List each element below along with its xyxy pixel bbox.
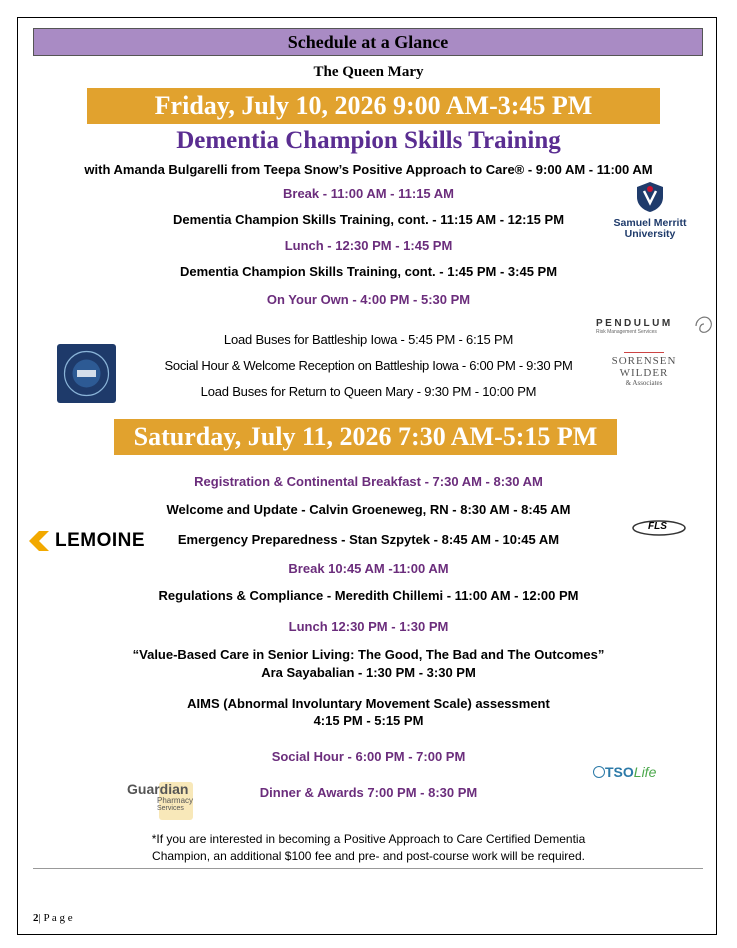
page-number: 2| P a g e [33,912,73,924]
footnote-line-2: Champion, an additional $100 fee and pre- and post-course work will be required. [152,849,585,863]
samuel-merritt-logo: Samuel Merritt University [608,181,692,243]
saturday-item-12: Dinner & Awards 7:00 PM - 8:30 PM [259,785,478,800]
saturday-item-1: Registration & Continental Breakfast - 7:30 AM - 8:30 AM [194,474,543,489]
saturday-item-4: Break 10:45 AM -11:00 AM [288,561,449,576]
skilled-physicians-group-logo [57,344,116,403]
saturday-item-8: Ara Sayabalian - 1:30 PM - 3:30 PM [261,665,476,680]
friday-item-9: Load Buses for Return to Queen Mary - 9:30 PM - 10:00 PM [200,384,537,399]
friday-item-2: Break - 11:00 AM - 11:15 AM [283,186,454,201]
friday-item-7: Load Buses for Battleship Iowa - 5:45 PM - 6:15 PM [223,332,514,347]
saturday-item-3: Emergency Preparedness - Stan Szpytek - 8:45 AM - 10:45 AM [177,532,560,547]
schedule-title: Schedule at a Glance [287,31,449,52]
pendulum-swirl-icon [692,312,714,340]
saturday-item-10: 4:15 PM - 5:15 PM [313,713,424,728]
pendulum-logo: PENDULUM Risk Management Services [596,312,718,346]
friday-heading: Dementia Champion Skills Training [176,127,561,154]
friday-item-8: Social Hour & Welcome Reception on Battleship Iowa - 6:00 PM - 9:30 PM [164,358,573,373]
fls-logo: FLS [630,519,688,541]
venue-name: The Queen Mary [313,64,424,80]
saturday-item-9: AIMS (Abnormal Involuntary Movement Scale) assessment [187,696,550,711]
tsolife-logo: TSOLife [593,764,673,784]
saturday-item-6: Lunch 12:30 PM - 1:30 PM [288,619,449,634]
tsolife-circle-icon [593,766,605,778]
friday-item-5: Dementia Champion Skills Training, cont. - 1:45 PM - 3:45 PM [179,264,558,279]
schedule-title-banner [33,28,703,56]
lemoine-logo: LEMOINE [27,528,149,554]
friday-item-1: with Amanda Bulgarelli from Teepa Snow’s Positive Approach to Care® - 9:00 AM - 11:00 AM [84,162,653,177]
saturday-banner: Saturday, July 11, 2026 7:30 AM-5:15 PM [114,419,617,455]
saturday-item-5: Regulations & Compliance - Meredith Chillemi - 11:00 AM - 12:00 PM [158,588,579,603]
saturday-item-11: Social Hour - 6:00 PM - 7:00 PM [271,749,466,764]
badge-icon [57,344,116,403]
footer-divider [33,868,703,869]
saturday-item-2: Welcome and Update - Calvin Groeneweg, RN - 8:30 AM - 8:45 AM [166,502,571,517]
guardian-pharmacy-logo: Guardian Pharmacy Services [127,782,207,822]
shield-icon [635,181,665,213]
friday-item-4: Lunch - 12:30 PM - 1:45 PM [284,238,453,253]
saturday-item-7: “Value-Based Care in Senior Living: The Good, The Bad and The Outcomes” [132,647,605,662]
footnote-line-1: *If you are interested in becoming a Positive Approach to Care Certified Dementia [151,832,586,846]
friday-item-6: On Your Own - 4:00 PM - 5:30 PM [266,292,471,307]
sorensen-wilder-logo: SORENSEN WILDER & Associates [603,352,685,398]
friday-item-3: Dementia Champion Skills Training, cont. - 11:15 AM - 12:15 PM [172,212,565,227]
lemoine-mark-icon [27,529,53,553]
friday-banner: Friday, July 10, 2026 9:00 AM-3:45 PM [87,88,660,124]
